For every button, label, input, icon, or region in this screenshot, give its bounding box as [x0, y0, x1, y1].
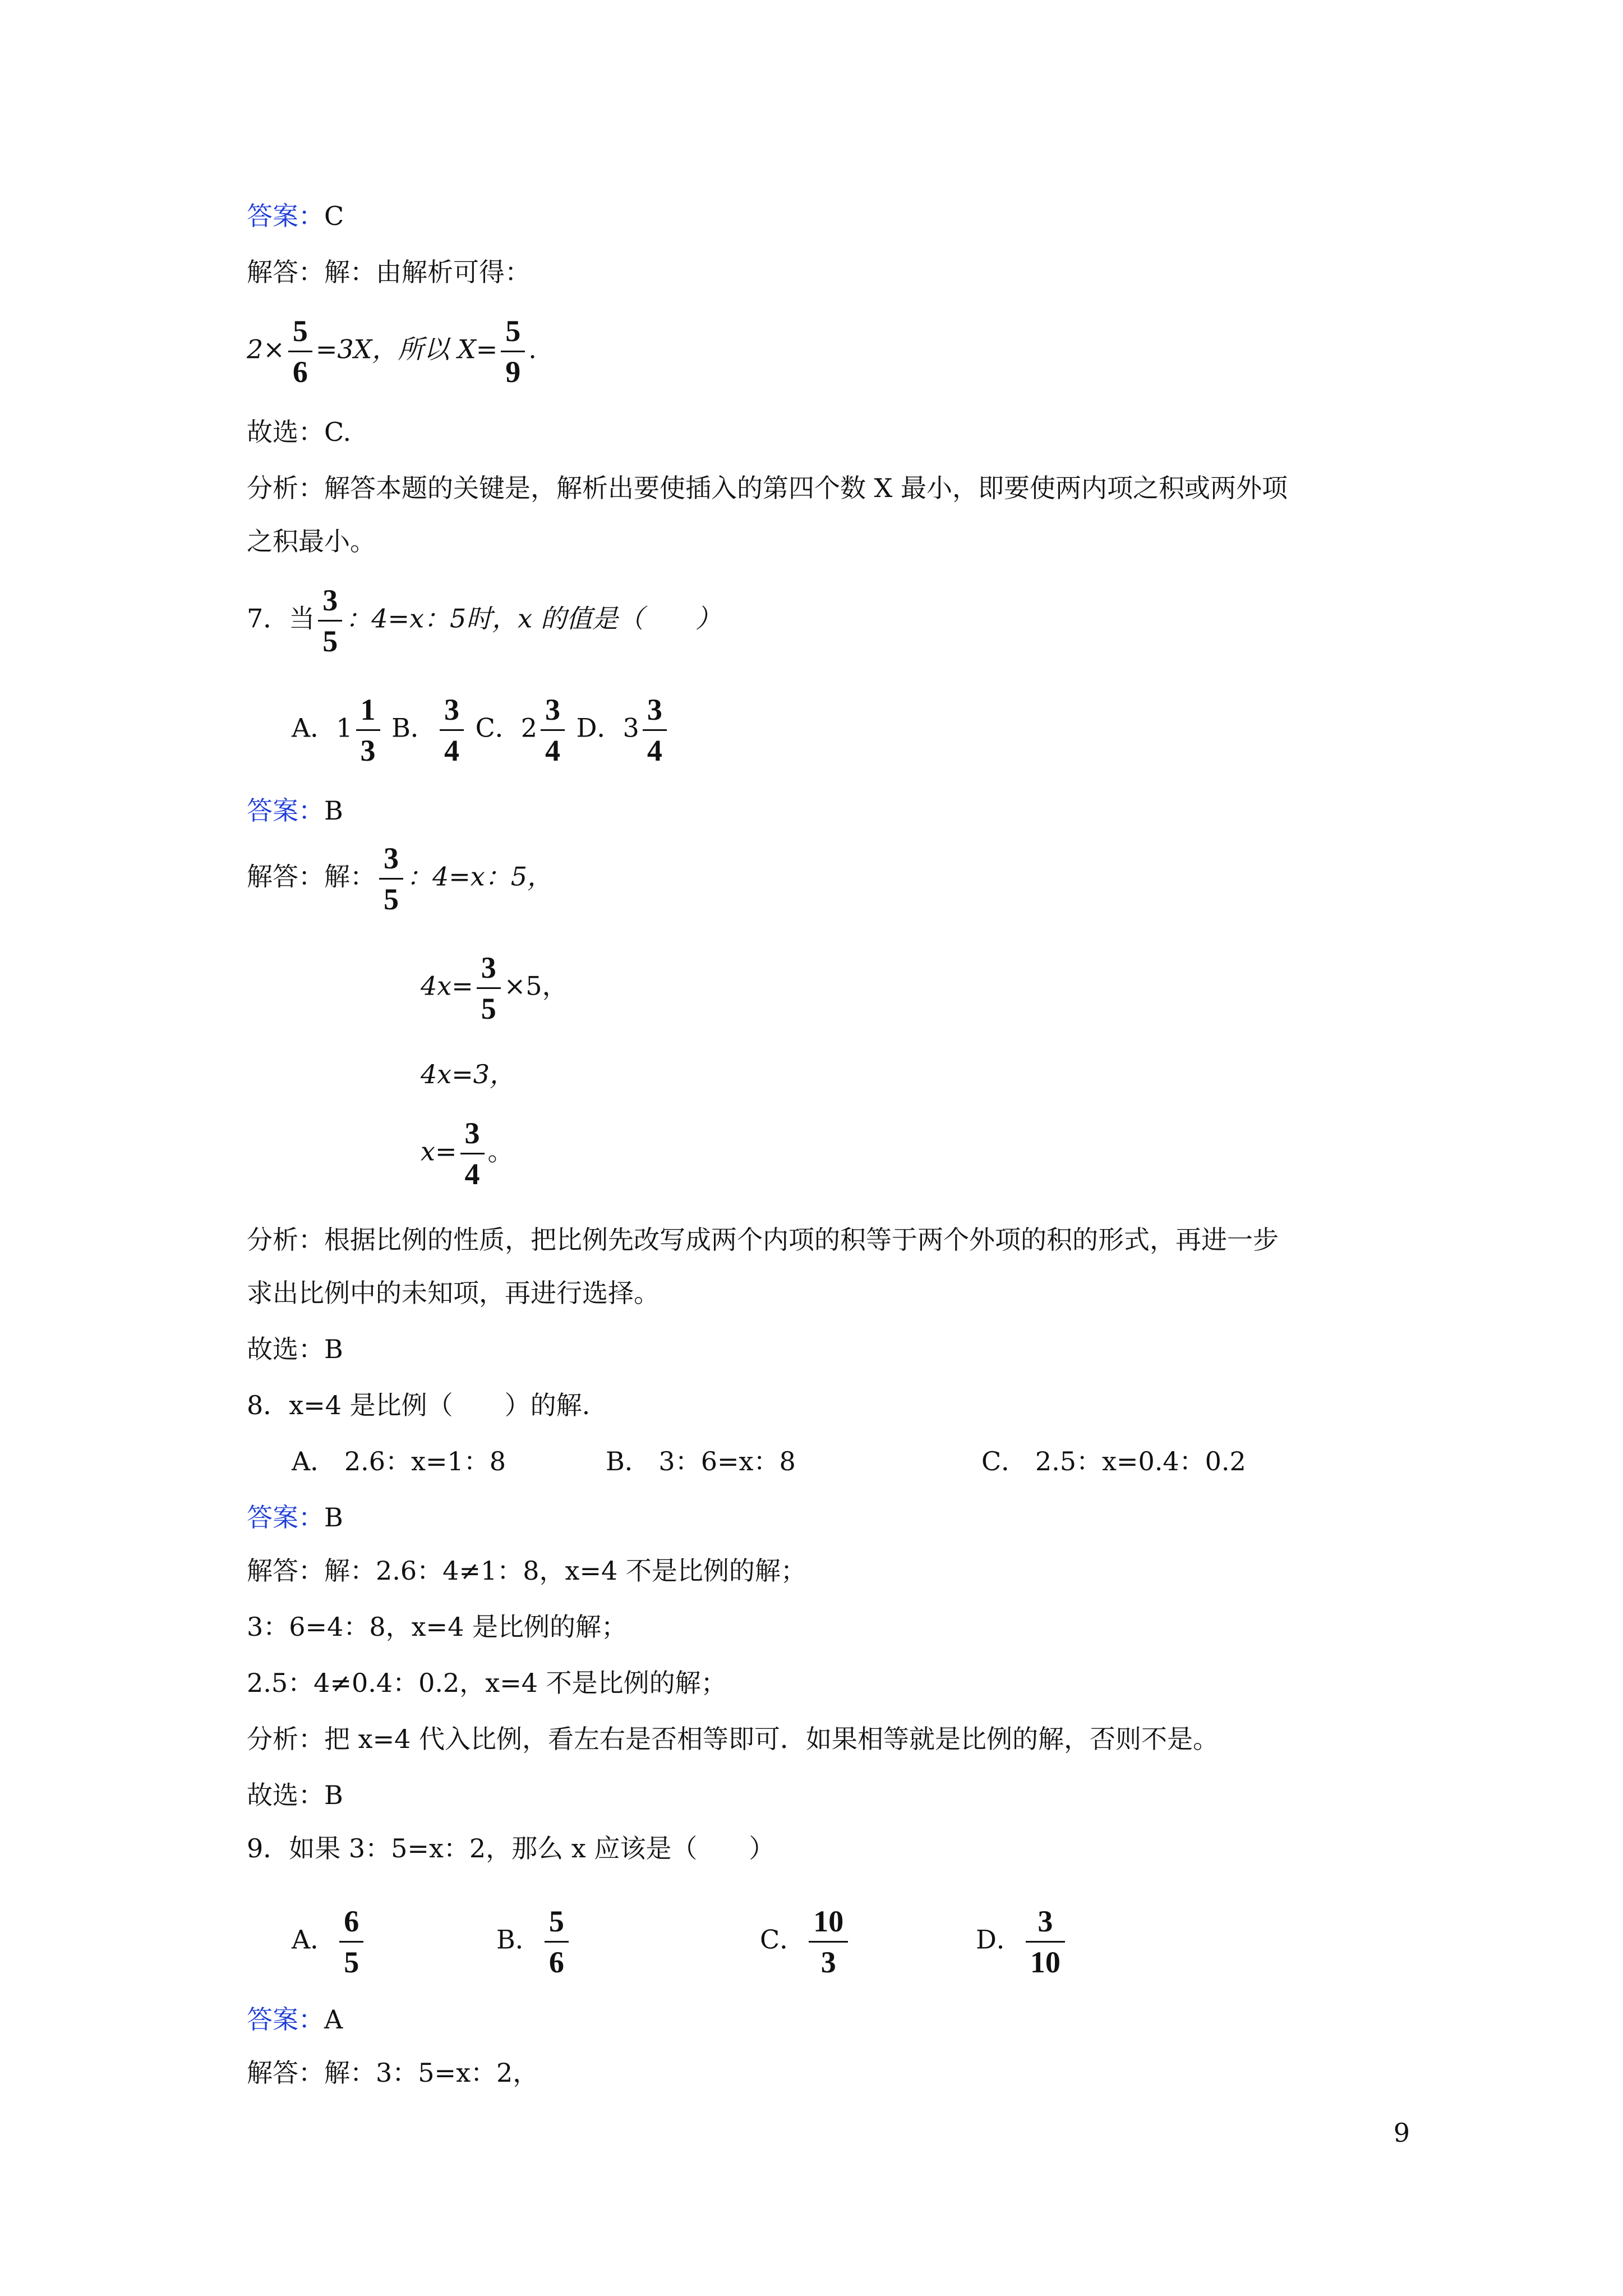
denominator: 4 — [647, 734, 662, 767]
q9-option-d — [976, 1902, 1068, 1982]
option-d — [577, 690, 670, 770]
fraction — [1026, 1902, 1065, 1982]
q8-solution-line1: 解答：解：2.6：4≠1：8，x=4 不是比例的解； — [247, 1556, 806, 1586]
option-label: D．3 — [576, 712, 639, 743]
numerator: 5 — [292, 314, 308, 348]
fraction — [379, 839, 403, 919]
denominator: 5 — [322, 624, 338, 658]
step-text: x= — [421, 1136, 457, 1167]
numerator: 3 — [481, 951, 496, 984]
q9-solution: 解答：解：3：5=x：2， — [247, 2058, 539, 2088]
fraction — [440, 690, 464, 770]
option-label: C． — [760, 1924, 806, 1955]
option-label: D． — [976, 1924, 1022, 1955]
fraction — [288, 311, 312, 392]
q7-step1 — [421, 948, 568, 1028]
answer-label: 答案： — [247, 795, 324, 826]
q8-option-a: A． 2.6：x=1：8 — [292, 1446, 506, 1476]
q8-analysis: 分析：把 x=4 代入比例，看左右是否相等即可．如果相等就是比例的解，否则不是。 — [247, 1724, 1219, 1754]
fraction — [545, 1902, 569, 1982]
denominator: 6 — [548, 1945, 564, 1979]
numerator: 3 — [384, 841, 399, 875]
fraction — [809, 1902, 848, 1982]
numerator: 5 — [505, 314, 521, 348]
numerator: 10 — [813, 1904, 844, 1938]
denominator: 6 — [292, 355, 308, 389]
fraction — [541, 690, 565, 770]
solution-text: 解答：解： — [247, 861, 376, 892]
fraction — [460, 1114, 485, 1194]
q6-solution-intro: 解答：解：由解析可得： — [247, 257, 531, 287]
numerator: 6 — [344, 1904, 359, 1938]
q6-answer — [247, 199, 344, 233]
denominator: 5 — [344, 1945, 359, 1979]
q7-stem — [247, 581, 721, 661]
option-a — [292, 690, 384, 770]
answer-label: 答案： — [247, 2004, 324, 2035]
stem-text: 7．当 — [247, 603, 315, 634]
q7-solution — [247, 839, 553, 919]
numerator: 3 — [464, 1116, 480, 1150]
numerator: 3 — [647, 693, 662, 726]
denominator: 9 — [505, 355, 521, 389]
option-label: A． — [292, 1924, 336, 1955]
step-text: 4x= — [421, 970, 473, 1001]
denominator: 3 — [360, 734, 376, 767]
denominator: 5 — [384, 882, 399, 916]
q9-option-a — [292, 1902, 367, 1982]
q6-choose: 故选：C. — [247, 417, 352, 447]
fraction — [477, 948, 501, 1028]
answer-label: 答案： — [247, 1502, 324, 1533]
numerator: 3 — [1038, 1904, 1053, 1938]
q9-answer — [247, 2003, 343, 2036]
q7-options — [292, 690, 670, 770]
denominator: 3 — [820, 1945, 836, 1979]
eq-text: . — [528, 334, 537, 365]
option-b — [391, 690, 467, 770]
q9-stem: 9．如果 3：5=x：2，那么 x 应该是（ ） — [247, 1833, 775, 1864]
answer-value: C — [324, 201, 344, 231]
q8-stem: 8．x=4 是比例（ ）的解. — [247, 1390, 591, 1420]
numerator: 3 — [545, 693, 561, 726]
eq-text: =3X，所以 X= — [315, 334, 498, 365]
denominator: 4 — [545, 734, 561, 767]
denominator: 4 — [464, 1157, 480, 1191]
denominator: 10 — [1030, 1945, 1061, 1979]
q7-answer — [247, 794, 343, 827]
q7-analysis-line1: 分析：根据比例的性质，把比例先改写成两个内项的积等于两个外项的积的形式，再进一步 — [247, 1225, 1279, 1255]
q9-option-b — [496, 1902, 572, 1982]
answer-label: 答案： — [247, 201, 324, 231]
denominator: 4 — [444, 734, 459, 767]
stem-text: ：4=x：5时，x 的值是（ ） — [345, 603, 721, 634]
denominator: 5 — [481, 992, 496, 1025]
option-label: A．1 — [292, 712, 353, 743]
step-text: 。 — [487, 1136, 514, 1167]
q7-step2: 4x=3， — [421, 1059, 516, 1089]
fraction — [339, 1902, 363, 1982]
option-label: B． — [391, 712, 436, 743]
eq-text: 2× — [247, 334, 285, 365]
q9-option-c — [760, 1902, 851, 1982]
q8-solution-line2: 3：6=4：8，x=4 是比例的解； — [247, 1612, 627, 1642]
fraction — [643, 690, 667, 770]
q8-option-c: C． 2.5：x=0.4：0.2 — [981, 1446, 1246, 1476]
q6-equation — [247, 311, 537, 392]
option-c — [476, 690, 568, 770]
q6-analysis-line1: 分析：解答本题的关键是，解析出要使插入的第四个数 X 最小，即要使两内项之积或两外项 — [247, 473, 1288, 503]
answer-value: B — [324, 795, 343, 826]
numerator: 5 — [548, 1904, 564, 1938]
answer-value: B — [324, 1502, 343, 1533]
q7-step3 — [421, 1114, 514, 1194]
numerator: 1 — [360, 693, 376, 726]
option-label: B． — [496, 1924, 541, 1955]
fraction — [501, 311, 525, 392]
option-label: C．2 — [475, 712, 538, 743]
page-number: 9 — [1393, 2118, 1410, 2148]
fraction — [356, 690, 380, 770]
q8-choose: 故选：B — [247, 1780, 343, 1810]
numerator: 3 — [444, 693, 459, 726]
q8-answer — [247, 1501, 343, 1534]
q6-analysis-line2: 之积最小。 — [247, 526, 376, 556]
answer-value: A — [324, 2004, 343, 2035]
q7-analysis-line2: 求出比例中的未知项，再进行选择。 — [247, 1278, 660, 1308]
q8-option-b: B． 3：6=x：8 — [606, 1446, 796, 1476]
q7-choose: 故选：B — [247, 1334, 343, 1364]
numerator: 3 — [322, 583, 338, 617]
solution-text: ：4=x：5， — [407, 861, 554, 892]
fraction — [318, 581, 342, 661]
step-text: ×5， — [504, 970, 568, 1001]
q8-solution-line3: 2.5：4≠0.4：0.2，x=4 不是比例的解； — [247, 1668, 727, 1698]
